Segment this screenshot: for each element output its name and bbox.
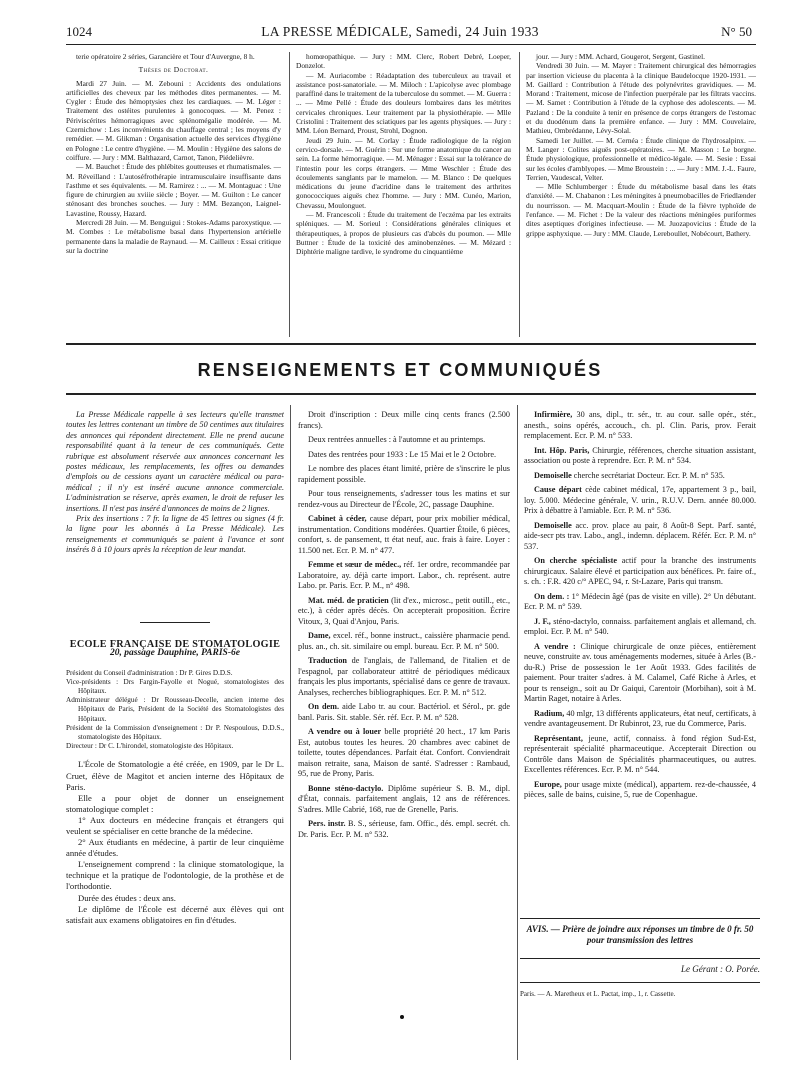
classified-ad	[298, 819, 510, 840]
classified-ad	[524, 410, 756, 442]
school-paragraph: 1° Aux docteurs en médecine français et étrangers qui veulent se spécialiser en cette branche de la médecine.	[66, 814, 284, 836]
ad-text: de l'anglais, de l'allemand, de l'italien et de l'espagnol, par collaborateur attitré de périodiques médicaux français les plus importants, spécialisé dans ce genre de travaux. Analyses, recherches bibliographiques. Ecr. P. M. n° 512.	[298, 656, 510, 697]
ad-lead: Europe,	[534, 779, 562, 789]
classified-ad	[298, 656, 510, 698]
ad-text: cède cabinet médical, 17e, appartement 3 p., bail, loy. 5.000. Médecine générale, V. urin., R.U.V. Dern. année 80.000. Prix à débattre à l'amiable. Ecr. P. M. n° 536.	[524, 485, 756, 515]
ad-text: Clinique chirurgicale de onze pièces, entièrement neuve, construite av. tous aménagements modernes, située à Arles (B.-du-R.) Prise de possession le 1er Août 1933. Gdes facilités de paiement. Pour traiter s'adres. à M. Calamel, Café Riche à Arles, et pour ts renseign., soit au Dr Gaiqui, Carentoir (Morbihan), soit à M. Martin Raget, notaire à Arles.	[524, 641, 756, 703]
school-paragraph: L'enseignement comprend : la clinique stomatologique, la technique et la pratique de l'odontologie, de la prothèse et de l'orthodontie.	[66, 859, 284, 892]
ad-text: Dates des rentrées pour 1933 : Le 15 Mai et le 2 Octobre.	[308, 449, 497, 459]
officer-line: Administrateur délégué : Dr Rousseau-Decelle, ancien interne des Hôpitaux de Paris, Président de la Société des Stomatologistes des Hôpitaux.	[66, 696, 284, 723]
gerant-signature: Le Gérant : O. Porée.	[681, 964, 760, 974]
ad-text: jeune, actif, connaiss. à fond région Sud-Est, représenterait spécialité pharmaceutique. Accepterait Direction ou Contrôle dans Maison de Spécialités pharmaceutiques, ou autres. Excellentes références. Ecr. P. M. n° 544.	[524, 733, 756, 774]
ad-lead: Demoiselle	[534, 520, 572, 530]
ad-lead: On cherche spécialiste	[534, 556, 618, 565]
ad-lead: J. F.,	[534, 616, 551, 626]
ad-text: B. S., sérieuse, fam. Offic., dés. empl. secrét. ch. Dr. Paris. Ecr. P. M. n° 532.	[298, 819, 510, 839]
thesis-paragraph: — M. Bauchet : Étude des phlébites goutteuses et rhumatismales. — M. Réveilland : L'autoséfrothérapie intramusculaire insuffisante dans l'asthme et ses équivalents. — M. Ramirez : ... — M. Montaguac : Une figure de chirurgien au xviiie siècle ; Boyer. — M. Guilton : Le cancer sténosant des bronches souches. — Jury : MM. Bezançon, Laignel-Lavastine, Roussy, Hazard.	[66, 162, 281, 218]
ad-lead: Femme et sœur de médec.,	[308, 560, 402, 569]
school-paragraph: L'École de Stomatologie a été créée, en 1909, par le Dr L. Cruet, élève de Magitot et ancien interne des Hôpitaux de Paris.	[66, 759, 284, 792]
section-rule	[66, 343, 756, 345]
column-divider	[289, 52, 290, 337]
ad-text: 40 mlgr, 13 différents applicateurs, état neuf, certificats, à vendre avantageusement. Dr Rubinrot, 23, rue du Commerce, Paris.	[524, 708, 756, 728]
classified-ad	[298, 702, 510, 723]
classified-ad	[524, 485, 756, 517]
ad-text: sténo-dactylo, connaiss. parfaitement anglais et allemand, ch. emploi. Ecr. P. M. n° 540.	[524, 616, 756, 636]
ad-text: (lit d'ex., microsc., petit outill., etc., etc.), à céder après décès. On accepterait proposition. Écrire Vitoux, 3, Quai d'Anjou, Paris.	[298, 595, 510, 626]
officer-line: Vice-présidents : Drs Fargin-Fayolle et Nogué, stomatologistes des Hôpitaux.	[66, 677, 284, 695]
theses-column-1	[66, 52, 281, 337]
classified-ad	[524, 709, 756, 730]
thesis-paragraph: — M. Auriacombe : Réadaptation des tuberculeux au travail et assistance post-sanatoriale. — M. Miloch : L'apicolyse avec plombage paraffiné dans le traitement de la tuberculose du sommet. — M. Guerra : ... — Mme Pellé : Étude des douleurs lombaires dans les métrites cervicales chroniques. Leur traitement par la physiothérapie. — Mlle Cristolini : Traitement des sciatiques par les agents physiques. — Jury : MM. Léon Bernard, Proust, Strohl, Dognon.	[296, 70, 511, 136]
classified-ad	[524, 780, 756, 801]
school-paragraph: Elle a pour objet de donner un enseignement stomatologique complet :	[66, 792, 284, 814]
classified-ad	[524, 521, 756, 553]
classified-ad	[298, 631, 510, 652]
classified-ad	[524, 642, 756, 705]
ad-text: actif pour la branche des instruments chirurgicaux. Salaire élevé et participation aux bénéfices. Pr. faire of., s. ch. : F.R. 420 c/° APEC, 94, r. St-Lazare, Paris qui transm.	[524, 556, 756, 586]
ad-lead: Int. Hôp. Paris,	[534, 445, 590, 455]
ad-text: 30 ans, dipl., tr. sér., tr. au cour. salle opér., stér., anesth., soins opérés, accouch., ch. pl. Clin. Paris, prov. Ferait remplacement. Ecr. P. M. n° 533.	[524, 410, 756, 440]
thesis-paragraph: Vendredi 30 Juin. — M. Mayer : Traitement chirurgical des hémorragies par insertion vicieuse du placenta à la clinique Baudelocque 1920-1931. — M. Gaillard : Contribution à l'étude des polynévrites gravidiques. — M. Morand : Traitement, micose de l'infection puerpérale par les filtrats vaccins. — M. Samet : Contribution à l'étude de la cyphose des adolescents. — M. Pazland : De la conduite à tenir en présence de corps étrangers de l'estomac et du duodénum dans la première enfance. — Jury : MM. Couvelaire, Mathieu, Ombrédanne, Lévy-Solal.	[526, 61, 756, 136]
classified-ad	[524, 446, 756, 467]
ad-lead: Bonne sténo-dactylo.	[308, 783, 384, 793]
classified-ad	[298, 450, 510, 461]
ad-text: excel. réf., bonne instruct., caissière pharmacie pend. plus. an., ch. sit. similaire ou empl. bureau. Ecr. P. M. n° 500.	[298, 631, 510, 651]
ad-text: Diplôme supérieur S. B. M., dipl. d'État, connais. parfaitement anglais, 12 ans de références. S'adres. Mlle Cabrié, 168, rue de Grenelle, Paris.	[298, 783, 510, 814]
theses-column-3	[526, 52, 756, 337]
ad-lead: Demoiselle	[534, 470, 572, 480]
classified-ad	[298, 489, 510, 510]
ad-text: acc. prov. place au pair, 8 Août-8 Sept. Parf. santé, aide-secr pts trav. Labo., angl., indemn. déplacem. Référ. Ecr. P. M. n° 537.	[524, 520, 756, 551]
ad-text: cherche secrétariat Docteur. Ecr. P. M. n° 535.	[573, 470, 725, 480]
school-body	[66, 759, 284, 925]
classified-ad	[298, 435, 510, 446]
ad-text: réf. 1er ordre, recommandée par Laboratoire, ay. déjà carte import. Labor., ch. représent. autre Labo. pr. Paris. Ecr. P. M., n° 498.	[298, 560, 510, 590]
ad-text: aide Labo tr. au cour. Bactériol. et Sérol., pr. gde banl. Paris. Sit. stable. Sér. réf. Ecr. P. M. n° 528.	[298, 702, 510, 722]
ad-lead: On dem.	[308, 702, 340, 711]
classified-ad	[298, 464, 510, 485]
school-officers	[66, 669, 284, 752]
ad-lead: Dame,	[308, 631, 331, 640]
school-paragraph: 2° Aux étudiants en médecine, à partir de leur cinquième année d'études.	[66, 837, 284, 859]
thesis-paragraph: — Mlle Schlumberger : Étude du métabolisme basal dans les états d'anxiété. — M. Chabanon : Les méningites à pneumobacilles de Friedlænder du nourrisson. — M. Macquart-Moulin : Étude de la fièvre typhoïde de l'enfance. — M. Fichet : De la valeur des réactions méningées puriformes dites aseptiques d'origines infectieuse. — M. Juozapovicius : Étude de la grippe asphyxique. — Jury : MM. Claude, Lereboullet, Nobécourt, Bathery.	[526, 182, 756, 238]
header-rule	[66, 44, 756, 45]
thesis-paragraph: — M. Francescoli : Étude du traitement de l'eczéma par les extraits spléniques. — M. Sorieul : Considérations générales cliniques et thérapeutiques, à propos de plusieurs cas d'abcès du poumon. — Mlle Buttner : Étude de la toxicité des aminobenzènes. — M. Mézard : Diphtérie maligne tardive, le syndrome du cinquantième	[296, 210, 511, 257]
section-rule	[66, 393, 756, 395]
classified-ad	[298, 784, 510, 816]
theses-column-2	[296, 52, 511, 337]
thesis-paragraph: Mercredi 28 Juin. — M. Benguigui : Stokes-Adams paroxystique. — M. Combes : Le métabolisme basal dans l'hypertension artérielle permanente dans la maladie de Raynaud. — M. Cailleux : Essai critique sur la doctrine	[66, 218, 281, 255]
school-notice	[66, 640, 284, 1060]
ad-lead: Traduction	[308, 656, 347, 665]
ad-text: Chirurgie, références, cherche situation assistant, association ou poste à reprendre. Ecr. P. M. n° 534.	[524, 445, 756, 465]
ad-text: pour usage mixte (médical), appartem. rez-de-chaussée, 4 pièces, salle de bains, cuisine, 5, rue de Copenhague.	[524, 779, 756, 799]
classified-ad	[524, 471, 756, 482]
officer-line: Président de la Commission d'enseignement : Dr P. Nespoulous, D.D.S., stomatologiste des Hôpitaux.	[66, 723, 284, 742]
classified-ad	[524, 556, 756, 588]
classified-ad	[524, 592, 756, 613]
ad-text: Droit d'inscription : Deux mille cinq cents francs (2.500 francs).	[298, 410, 510, 430]
ad-lead: Radium,	[534, 708, 565, 718]
column-divider	[290, 405, 291, 1060]
ad-text: Deux rentrées annuelles : à l'automne et au printemps.	[308, 435, 486, 444]
thesis-paragraph: jour. — Jury : MM. Achard, Gougerot, Sergent, Gastinel.	[536, 52, 706, 61]
short-rule	[140, 622, 210, 623]
thesis-paragraph: Jeudi 29 Juin. — M. Corlay : Étude radiologique de la région cervico-dorsale. — M. Guérin : Sur une forme anatomique du cancer au sein. La forme hémorragique. — M. Ménager : Essai sur la tolérance de l'intestin pour les corps étrangers. — Mme Weschler : Étude des écoulements sanglants par le mamelon. — M. Blanco : De quelques médications du jeune d'acridine dans le traitement des arthrites gonococciques aiguës chez l'homme. — Jury : MM. Cunéo, Marion, Chevassu, Moulonguet.	[296, 135, 511, 210]
avis-rule	[520, 918, 760, 919]
ad-lead: A vendre ou à louer	[308, 727, 382, 736]
thesis-paragraph: Samedi 1er Juillet. — M. Cernéa : Étude clinique de l'hydrosalpinx. — M. Langer : Colites aiguës post-opératoires. — M. Masson : Le borgne. Étude physiologique, professionnelle et médico-légale. — M. Sesie : Essai sur les écoles d'amblyopes. — Mme Broustein : ... — Jury : MM. J.-L. Faure, Terrien, Vaudescal, Velter.	[526, 135, 756, 182]
classified-ad	[298, 514, 510, 556]
thesis-paragraph: homœopathique. — Jury : MM. Clerc, Robert Debré, Loeper, Donzelot.	[296, 52, 511, 71]
ad-lead: Cause départ	[534, 485, 582, 494]
ad-text: Le nombre des places étant limité, prière de s'inscrire le plus rapidement possible.	[298, 464, 510, 484]
ad-text: 1° Médecin âgé (pas de visite en ville). 2° Un débutant. Ecr. P. M. n° 539.	[524, 591, 756, 611]
school-address: 20, passage Dauphine, PARIS-6e	[110, 648, 240, 659]
ad-lead: Infirmière,	[534, 410, 573, 419]
intro-notice	[66, 410, 284, 610]
school-paragraph: Durée des études : deux ans.	[78, 892, 176, 903]
ad-lead: A vendre :	[534, 641, 576, 651]
ad-text: cause départ, pour prix mobilier médical, instrumentation. Conditions modérées. Quartier Étoile, 6 pièces, confort, s. de pansement, tt état neuf, auc. frais à faire. Loyer : 11.500 net. Ecr. P. M. n° 477.	[298, 514, 510, 555]
intro-paragraph: Prix des insertions : 7 fr. la ligne de 45 lettres ou signes (4 fr. la ligne pour les abonnés à La Presse Médicale). Les renseignements et communiqués se paient à l'avance et sont insérés 8 à 10 jours après la réception de leur mandat.	[66, 514, 284, 555]
column-divider	[517, 405, 518, 1060]
officer-line: Président du Conseil d'administration : Dr P. Gires D.D.S.	[66, 668, 233, 677]
ad-lead: Pers. instr.	[308, 819, 346, 828]
classified-ad	[298, 410, 510, 431]
school-paragraph: Le diplôme de l'École est décerné aux élèves qui ont satisfait aux examens obligatoires en fin d'études.	[66, 903, 284, 925]
classified-ad	[298, 727, 510, 780]
thesis-paragraph: terie opératoire 2 séries, Garancière et Tour d'Auvergne, 8 h.	[76, 52, 255, 61]
classifieds-column-middle	[298, 410, 510, 1065]
column-divider	[519, 52, 520, 337]
classified-ad	[524, 734, 756, 776]
ad-text: Pour tous renseignements, s'adresser tous les matins et sur rendez-vous au Directeur de l'École, 2C, passage Dauphine.	[298, 489, 510, 509]
avis-notice: AVIS. — Prière de joindre aux réponses un timbre de 0 fr. 50 pour transmission des lettres	[526, 924, 754, 945]
section-heading: Thèses de Doctorat.	[138, 65, 209, 75]
officer-line: Directeur : Dr C. L'hirondel, stomatologiste des Hôpitaux.	[66, 742, 234, 751]
printer-line: Paris. — A. Maretheux et L. Pactat, imp., 1, r. Cassette.	[520, 990, 676, 998]
school-title: ÉCOLE FRANÇAISE DE STOMATOLOGIE	[69, 640, 281, 650]
classified-ad	[524, 617, 756, 638]
avis-rule	[520, 958, 760, 959]
page-title: LA PRESSE MÉDICALE, Samedi, 24 Juin 1933	[261, 24, 539, 39]
intro-paragraph: La Presse Médicale rappelle à ses lecteurs qu'elle transmet toutes les lettres contenant un timbre de 50 centimes aux titulaires des annonces qui répondent directement. Elle ne prend aucune responsabilité quant à la teneur de ces communiqués. Cette rubrique est absolument réservée aux annonces concernant les postes médicaux, les remplacements, les offres ou demandes d'emplois ou de cessions ayant un caractère médical ou para-médical ; il n'y est inséré aucune annonce commerciale. L'administration se réserve, après examen, le droit de refuser les insertions. Il n'est pas inséré d'annonces de moins de 2 lignes.	[66, 410, 284, 513]
thesis-paragraph: Mardi 27 Juin. — M. Zebouni : Accidents des ondulations artificielles des cheveux par les méthodes dites permanentes. — M. Cygler : Étude des hémoptysies chez les cardiaques. — M. Léger : Traitement des ostéites purulentes à gonocoques. — M. Penez : Périviscérites hémorragiques avec splénomégalie modérée. — M. Czernichow : Les inconvénients du chauffage central ; les moyens d'y remédier. — M. Glikman : Organisation actuelle des services d'hygiène en Pologne : Le centre d'hygiène. — M. Moulin : Hygiène des salons de coiffure. — Jury : MM. Balthazard, Carnot, Tanon, Piédelièvre.	[66, 78, 281, 162]
page-number: 1024	[66, 24, 92, 39]
section-banner: RENSEIGNEMENTS ET COMMUNIQUÉS	[197, 360, 603, 380]
classifieds-column-right	[524, 410, 756, 915]
printer-rule	[520, 982, 760, 983]
issue-number: N° 50	[721, 24, 752, 39]
ad-lead: Représentant,	[534, 733, 583, 743]
ad-lead: Mat. méd. de praticien	[308, 595, 389, 605]
ad-lead: On dem. :	[534, 591, 570, 601]
classified-ad	[298, 560, 510, 592]
ink-dot	[400, 1015, 404, 1019]
ad-lead: Cabinet à céder,	[308, 514, 367, 523]
classified-ad	[298, 596, 510, 628]
ad-text: belle propriété 20 hect., 17 km Paris Est, autobus toutes les heures. 20 chambres avec cabinet de toilette, toutes dépendances. Parfait état. Confort. Conviendrait maison retraite, sana, Maison de santé. S'adresser : Rambaud, 95, rue de Prony, Paris.	[298, 727, 510, 778]
